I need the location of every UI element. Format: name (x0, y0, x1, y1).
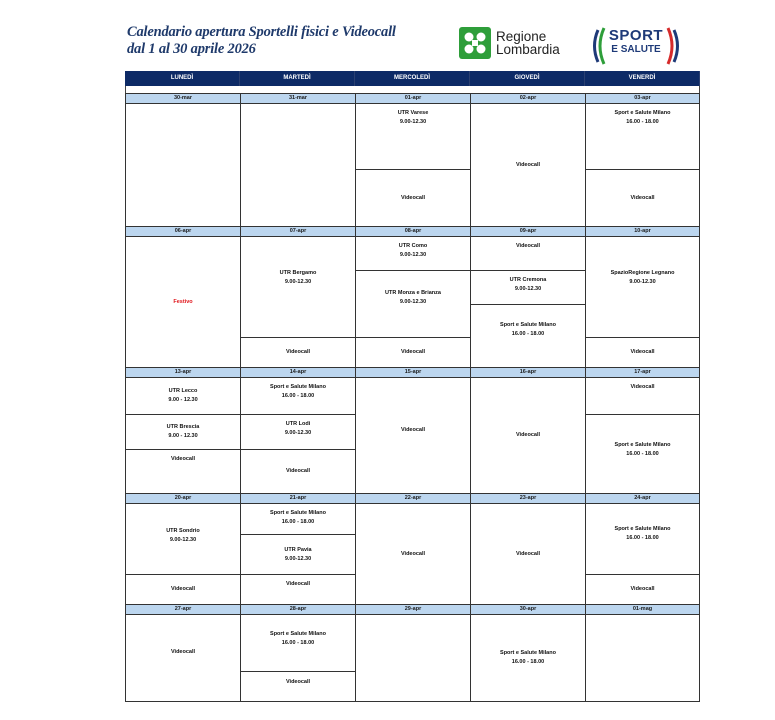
date-cell: 16-apr (470, 367, 586, 378)
schedule-cell (355, 236, 471, 271)
schedule-cell (355, 270, 471, 338)
date-cell: 17-apr (585, 367, 700, 378)
schedule-cell (585, 377, 700, 415)
schedule-cell (125, 503, 241, 575)
location-name: Videocall (630, 194, 655, 201)
date-cell: 09-apr (470, 226, 586, 237)
location-name: Videocall (515, 550, 541, 557)
date-cell: 03-apr (585, 93, 700, 104)
time-slot: 16.00 - 18.00 (511, 659, 545, 665)
location-name: UTR Como (398, 243, 428, 249)
date-cell: 10-apr (585, 226, 700, 237)
time-slot: 9.00 - 12.30 (168, 397, 198, 403)
schedule-cell (470, 236, 586, 271)
schedule-cell (585, 503, 700, 575)
schedule-cell (470, 304, 586, 368)
schedule-cell (240, 337, 356, 368)
date-cell: 08-apr (355, 226, 471, 237)
location-name: Videocall (400, 349, 426, 355)
schedule-cell (240, 377, 356, 415)
schedule-cell (125, 377, 241, 415)
time-slot: 9.00-12.30 (629, 279, 656, 285)
location-name: Videocall (630, 349, 655, 355)
schedule-cell (240, 671, 356, 702)
schedule-cell (585, 103, 700, 170)
schedule-cell (240, 614, 356, 672)
schedule-cell-empty (125, 103, 241, 227)
day-header-friday: VENERDÌ (585, 71, 700, 86)
time-slot: 9.00-12.30 (284, 279, 312, 285)
header-spacer (125, 86, 700, 93)
schedule-cell (240, 414, 356, 450)
date-cell: 23-apr (470, 493, 586, 504)
schedule-cell (470, 103, 586, 227)
location-name: Sport e Salute Milano (500, 322, 556, 328)
time-slot: 9.00 - 12.30 (168, 433, 198, 439)
schedule-cell-empty (355, 614, 471, 702)
time-slot: 9.00-12.30 (399, 299, 427, 305)
location-name: Videocall (285, 468, 311, 474)
location-name: Videocall (630, 586, 655, 592)
title-line-1: Calendario apertura Sportelli fisici e Videocall (127, 24, 396, 40)
schedule-cell (240, 236, 356, 338)
schedule-cell (585, 236, 700, 338)
schedule-cell (125, 414, 241, 450)
time-slot: 9.00-12.30 (284, 430, 312, 436)
location-name: Sport e Salute Milano (500, 650, 556, 656)
location-name: Videocall (170, 648, 196, 655)
date-cell: 30-mar (125, 93, 241, 104)
location-name: Videocall (400, 427, 426, 433)
location-name: Videocall (400, 550, 426, 557)
schedule-cell-empty (585, 614, 700, 702)
date-cell: 22-apr (355, 493, 471, 504)
time-slot: 16.00 - 18.00 (281, 519, 315, 525)
date-cell: 06-apr (125, 226, 241, 237)
time-slot: 9.00-12.30 (169, 537, 197, 543)
location-name: Sport e Salute Milano (270, 631, 326, 637)
date-cell: 01-mag (585, 604, 700, 615)
location-name: Videocall (400, 194, 426, 201)
schedule-cell (125, 614, 241, 702)
location-name: Sport e Salute Milano (270, 384, 326, 390)
time-slot: 16.00 - 18.00 (626, 119, 659, 125)
schedule-cell (240, 503, 356, 535)
holiday-label: Festivo (173, 298, 193, 305)
time-slot: 9.00-12.30 (514, 286, 542, 292)
date-cell: 02-apr (470, 93, 586, 104)
schedule-cell (470, 503, 586, 605)
date-cell: 14-apr (240, 367, 356, 378)
location-name: UTR Lecco (168, 388, 198, 394)
schedule-cell (585, 414, 700, 494)
day-header-tuesday: MARTEDÌ (240, 71, 355, 86)
sport-e-salute-logo (590, 26, 682, 66)
schedule-cell-holiday (125, 236, 241, 368)
time-slot: 16.00 - 18.00 (281, 393, 315, 399)
schedule-cell (585, 574, 700, 605)
location-name: Videocall (515, 243, 541, 249)
date-cell: 29-apr (355, 604, 471, 615)
title-line-2: dal 1 al 30 aprile 2026 (127, 41, 256, 57)
schedule-cell (240, 449, 356, 494)
time-slot: 9.00-12.30 (399, 252, 427, 258)
schedule-cell (240, 534, 356, 575)
location-name: UTR Bergamo (279, 270, 317, 276)
day-header-monday: LUNEDÌ (125, 71, 240, 86)
location-name: UTR Cremona (509, 277, 547, 283)
schedule-cell (125, 574, 241, 605)
document-title (127, 24, 396, 58)
location-name: UTR Varese (397, 110, 429, 116)
day-header-wednesday: MERCOLEDÌ (355, 71, 470, 86)
schedule-cell (355, 377, 471, 494)
date-cell: 31-mar (240, 93, 356, 104)
date-cell: 27-apr (125, 604, 241, 615)
date-cell: 15-apr (355, 367, 471, 378)
location-name: Videocall (285, 349, 311, 355)
location-name: Videocall (170, 586, 196, 592)
regione-lombardia-rose-icon (459, 27, 491, 59)
schedule-cell (355, 503, 471, 605)
location-name: Sport e Salute Milano (614, 526, 671, 532)
location-name: UTR Sondrio (166, 528, 200, 534)
schedule-cell (125, 449, 241, 494)
schedule-cell (355, 169, 471, 227)
schedule-cell (355, 337, 471, 368)
location-name: Videocall (515, 161, 541, 168)
calendar-table (125, 71, 700, 702)
schedule-cell (585, 337, 700, 368)
location-name: UTR Brescia (166, 424, 200, 430)
date-cell: 28-apr (240, 604, 356, 615)
schedule-cell (585, 169, 700, 227)
location-name: Videocall (515, 432, 541, 438)
time-slot: 9.00-12.30 (284, 555, 312, 562)
schedule-cell (240, 574, 356, 605)
location-name: UTR Monza e Brianza (385, 290, 441, 296)
date-cell: 07-apr (240, 226, 356, 237)
time-slot: 9.00-12.30 (399, 119, 427, 125)
date-cell: 24-apr (585, 493, 700, 504)
regione-lombardia-logo (459, 27, 560, 59)
date-cell: 13-apr (125, 367, 241, 378)
schedule-cell (470, 377, 586, 494)
location-name: Videocall (170, 456, 196, 462)
regione-lombardia-wordmark: Regione Lombardia (496, 29, 560, 57)
schedule-cell (470, 270, 586, 305)
schedule-cell-empty (240, 103, 356, 227)
location-name: UTR Pavia (284, 546, 312, 553)
time-slot: 16.00 - 18.00 (281, 640, 315, 646)
day-header-thursday: GIOVEDÌ (470, 71, 585, 86)
date-cell: 20-apr (125, 493, 241, 504)
salute-wordmark: E SALUTE (611, 44, 661, 55)
location-name: UTR Lodi (285, 421, 311, 427)
time-slot: 16.00 - 18.00 (626, 451, 659, 457)
date-cell: 01-apr (355, 93, 471, 104)
location-name: Sport e Salute Milano (614, 442, 671, 448)
location-name: SpazioRegione Legnano (610, 270, 675, 276)
location-name: Sport e Salute Milano (614, 110, 671, 116)
time-slot: 16.00 - 18.00 (511, 331, 545, 337)
date-cell: 30-apr (470, 604, 586, 615)
schedule-cell (355, 103, 471, 170)
date-cell: 21-apr (240, 493, 356, 504)
sport-wordmark: SPORT (608, 27, 664, 44)
location-name: Videocall (285, 679, 311, 685)
schedule-cell (470, 614, 586, 702)
location-name: Sport e Salute Milano (270, 510, 326, 516)
time-slot: 16.00 - 18.00 (626, 535, 659, 541)
location-name: Videocall (285, 581, 311, 587)
location-name: Videocall (630, 384, 655, 390)
